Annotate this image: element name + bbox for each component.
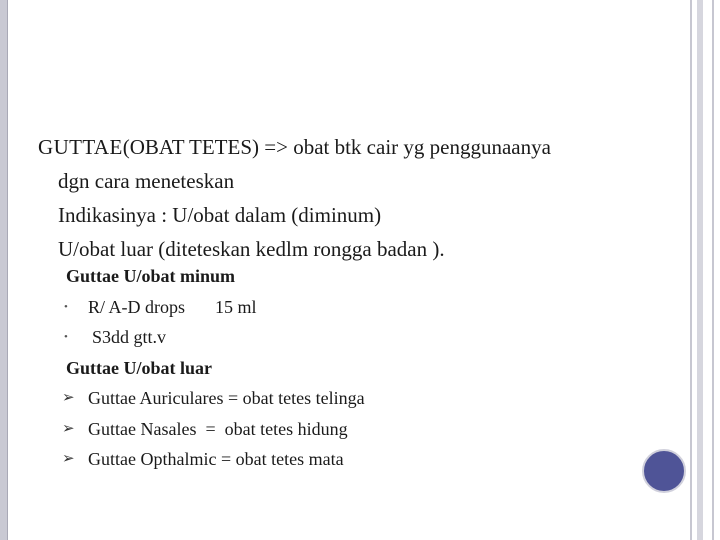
bullet-dot-icon: • bbox=[64, 331, 68, 343]
item-text: Guttae Opthalmic = obat tetes mata bbox=[88, 449, 344, 469]
lead-term: GUTTAE bbox=[38, 135, 123, 159]
main-paragraph bbox=[38, 130, 678, 266]
heading-obat-minum bbox=[66, 261, 626, 292]
item-text: Guttae Nasales = obat tetes hidung bbox=[88, 418, 348, 439]
item-qty: 15 ml bbox=[215, 296, 257, 317]
heading-minum-b: minum bbox=[180, 266, 236, 286]
paragraph-line-4: U/obat luar (diteteskan kedlm rongga badan ). bbox=[58, 237, 445, 261]
right-rail-decoration bbox=[690, 0, 714, 540]
subsections bbox=[62, 261, 626, 475]
arrow-bullet-icon: ➢ bbox=[62, 451, 75, 467]
list-item bbox=[66, 322, 626, 353]
arrow-bullet-icon: ➢ bbox=[62, 420, 75, 437]
paragraph-line-2: dgn cara meneteskan bbox=[58, 169, 235, 193]
heading-obat-luar: Guttae U/obat luar bbox=[66, 357, 212, 378]
right-rail-inner bbox=[697, 0, 703, 540]
lead-rest: (OBAT TETES) => obat btk cair yg penggunaanya bbox=[122, 135, 551, 159]
paragraph-line-1 bbox=[38, 130, 678, 164]
item-text: R/ A-D drops bbox=[88, 296, 186, 317]
list-item bbox=[62, 444, 626, 475]
corner-circle-decoration bbox=[642, 449, 686, 493]
list-item bbox=[66, 292, 626, 323]
item-text: S3dd gtt.v bbox=[92, 327, 167, 347]
left-border-decoration bbox=[0, 0, 8, 540]
bullet-dot-icon: • bbox=[64, 300, 68, 313]
list-item bbox=[62, 383, 626, 414]
paragraph-line-3: Indikasinya : U/obat dalam (diminum) bbox=[58, 203, 382, 227]
list-item bbox=[62, 414, 626, 445]
heading-minum-a: Guttae U/obat bbox=[66, 266, 180, 286]
item-text: Guttae Auriculares = obat tetes telinga bbox=[88, 388, 365, 408]
arrow-bullet-icon: ➢ bbox=[62, 390, 75, 406]
